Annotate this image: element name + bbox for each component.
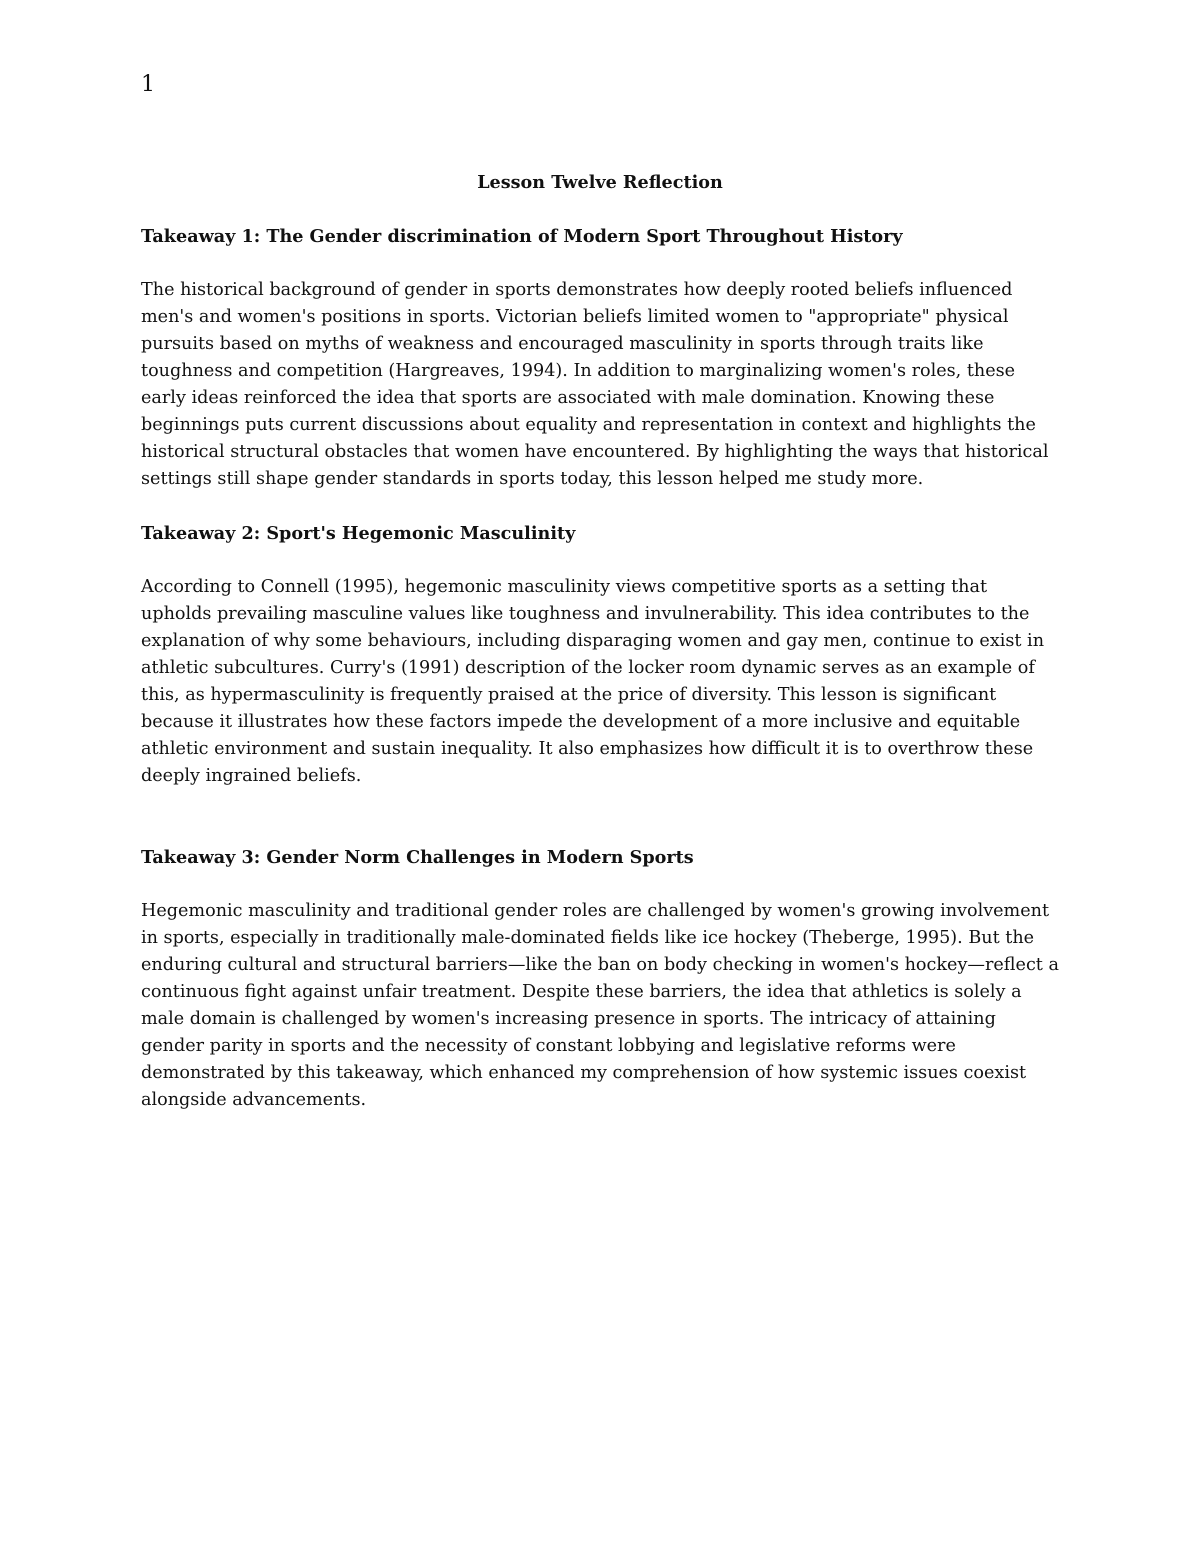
section-heading-takeaway-3: Takeaway 3: Gender Norm Challenges in Modern Sports <box>141 847 694 868</box>
document-content <box>141 169 1059 1141</box>
page-number: 1 <box>141 72 155 97</box>
section-body-takeaway-3: Hegemonic masculinity and traditional gender roles are challenged by women's growing involvement in sports, especially in traditionally male-dominated fields like ice hockey (Theberge, 1995). But the enduring cultural and structural barriers—like the ban on body checking in women's hockey—reflect a continuous fight against unfair treatment. Despite these barriers, the idea that athletics is solely a male domain is challenged by women's increasing presence in sports. The intricacy of attaining gender parity in sports and the necessity of constant lobbying and legislative reforms were demonstrated by this takeaway, which enhanced my comprehension of how systemic issues coexist alongside advancements. <box>141 901 1059 1110</box>
section-heading-takeaway-1: Takeaway 1: The Gender discrimination of Modern Sport Throughout History <box>141 226 903 247</box>
section-body-takeaway-1: The historical background of gender in sports demonstrates how deeply rooted beliefs influenced men's and women's positions in sports. Victorian beliefs limited women to "appropriate" physical pursuits based on myths of weakness and encouraged masculinity in sports through traits like toughness and competition (Hargreaves, 1994). In addition to marginalizing women's roles, these early ideas reinforced the idea that sports are associated with male domination. Knowing these beginnings puts current discussions about equality and representation in context and highlights the historical structural obstacles that women have encountered. By highlighting the ways that historical settings still shape gender standards in sports today, this lesson helped me study more. <box>141 280 1049 489</box>
section-heading-takeaway-2: Takeaway 2: Sport's Hegemonic Masculinity <box>141 523 576 544</box>
section-body-takeaway-2: According to Connell (1995), hegemonic masculinity views competitive sports as a setting that upholds prevailing masculine values like toughness and invulnerability. This idea contributes to the explanation of why some behaviours, including disparaging women and gay men, continue to exist in athletic subcultures. Curry's (1991) description of the locker room dynamic serves as an example of this, as hypermasculinity is frequently praised at the price of diversity. This lesson is significant because it illustrates how these factors impede the development of a more inclusive and equitable athletic environment and sustain inequality. It also emphasizes how difficult it is to overthrow these deeply ingrained beliefs. <box>141 577 1045 786</box>
section-spacer <box>141 817 1059 844</box>
document-title: Lesson Twelve Reflection <box>477 172 723 193</box>
